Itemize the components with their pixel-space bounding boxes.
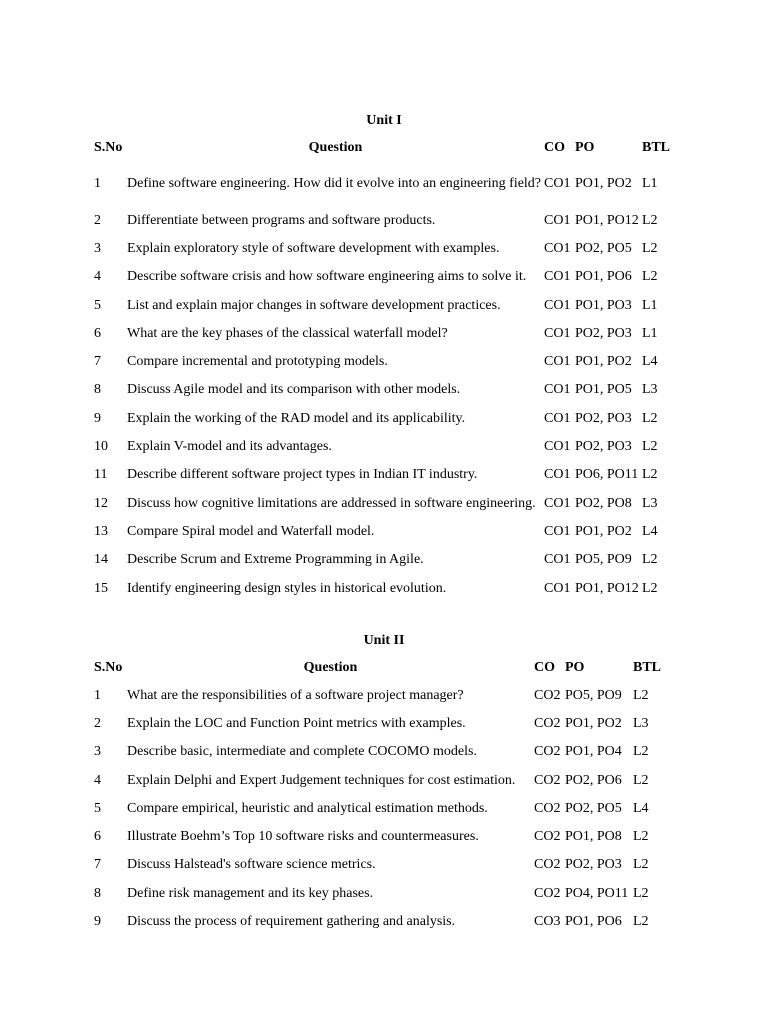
row-sno: 14	[94, 552, 108, 568]
row-btl: L3	[633, 715, 649, 731]
row-sno: 10	[94, 439, 108, 455]
table-row	[94, 432, 674, 460]
row-co: CO1	[544, 552, 571, 568]
row-sno: 4	[94, 772, 101, 788]
unit-title: Unit II	[363, 633, 405, 648]
table-row	[94, 738, 665, 766]
row-co: CO1	[544, 580, 571, 596]
table-header-row	[94, 134, 674, 161]
row-btl: L4	[642, 354, 658, 370]
row-co: CO1	[544, 212, 571, 228]
row-po: PO2, PO6	[565, 772, 622, 788]
row-co: CO1	[544, 325, 571, 341]
table-row	[94, 517, 674, 545]
row-question: Compare incremental and prototyping models.	[127, 354, 388, 370]
header-sno: S.No	[94, 660, 123, 675]
row-co: CO2	[534, 715, 561, 731]
question-table	[94, 134, 674, 602]
table-row	[94, 206, 674, 234]
row-btl: L4	[642, 523, 658, 539]
row-btl: L2	[642, 580, 658, 596]
header-co: CO	[534, 660, 555, 675]
table-row	[94, 319, 674, 347]
row-question: Compare empirical, heuristic and analytical estimation methods.	[127, 800, 488, 816]
row-po: PO5, PO9	[575, 552, 632, 568]
table-row	[94, 879, 665, 907]
row-co: CO2	[534, 744, 561, 760]
row-sno: 2	[94, 715, 101, 731]
row-co: CO2	[534, 772, 561, 788]
row-question: Explain exploratory style of software development with examples.	[127, 240, 500, 256]
row-po: PO2, PO5	[565, 800, 622, 816]
row-question: List and explain major changes in software development practices.	[127, 297, 501, 313]
table-row	[94, 907, 665, 935]
table-row	[94, 851, 665, 879]
table-row	[94, 291, 674, 319]
table-row	[94, 766, 665, 794]
row-po: PO2, PO5	[575, 240, 632, 256]
row-co: CO1	[544, 176, 571, 191]
row-co: CO2	[534, 829, 561, 845]
row-co: CO2	[534, 885, 561, 901]
row-po: PO2, PO3	[575, 325, 632, 341]
row-sno: 1	[94, 687, 101, 703]
row-co: CO2	[534, 857, 561, 873]
row-question: What are the key phases of the classical waterfall model?	[127, 325, 448, 341]
row-question: Explain the LOC and Function Point metrics with examples.	[127, 715, 466, 731]
row-co: CO1	[544, 354, 571, 370]
row-sno: 7	[94, 857, 101, 873]
row-sno: 12	[94, 495, 108, 511]
row-question: Describe different software project types in Indian IT industry.	[127, 467, 478, 483]
row-btl: L2	[642, 552, 658, 568]
row-question: Explain the working of the RAD model and its applicability.	[127, 410, 466, 426]
row-btl: L2	[642, 269, 658, 285]
row-po: PO1, PO2	[575, 176, 632, 191]
row-question: Discuss how cognitive limitations are addressed in software engineering.	[127, 495, 536, 511]
table-row	[94, 461, 674, 489]
row-btl: L2	[642, 410, 658, 426]
table-row	[94, 574, 674, 602]
row-co: CO2	[534, 800, 561, 816]
header-btl: BTL	[633, 660, 662, 675]
row-co: CO1	[544, 523, 571, 539]
row-btl: L2	[633, 857, 649, 873]
row-po: PO1, PO5	[575, 382, 632, 398]
row-btl: L3	[642, 495, 658, 511]
row-sno: 1	[94, 176, 101, 191]
row-po: PO1, PO8	[565, 829, 622, 845]
row-po: PO1, PO3	[575, 297, 632, 313]
table-row	[94, 489, 674, 517]
unit-title: Unit I	[366, 113, 402, 128]
row-btl: L1	[642, 297, 658, 313]
header-question: Question	[303, 660, 358, 675]
row-po: PO1, PO2	[575, 523, 632, 539]
row-btl: L2	[633, 687, 649, 703]
row-sno: 15	[94, 580, 108, 596]
row-po: PO2, PO3	[575, 439, 632, 455]
row-question: Identify engineering design styles in historical evolution.	[127, 580, 447, 596]
row-question: Explain V-model and its advantages.	[127, 439, 332, 455]
table-row	[94, 376, 674, 404]
row-btl: L2	[642, 467, 658, 483]
row-po: PO1, PO4	[565, 744, 622, 760]
row-po: PO1, PO6	[565, 914, 622, 930]
unit-1-section	[94, 112, 674, 602]
table-row	[94, 709, 665, 737]
header-co: CO	[544, 140, 565, 155]
row-sno: 13	[94, 523, 108, 539]
table-row	[94, 546, 674, 574]
table-row	[94, 404, 674, 432]
row-po: PO2, PO3	[565, 857, 622, 873]
row-sno: 5	[94, 297, 101, 313]
row-btl: L2	[633, 914, 649, 930]
row-sno: 3	[94, 240, 101, 256]
row-question: Discuss Agile model and its comparison with other models.	[127, 382, 461, 398]
row-btl: L2	[633, 772, 649, 788]
row-po: PO2, PO8	[575, 495, 632, 511]
row-question: Discuss the process of requirement gathering and analysis.	[127, 914, 456, 930]
table-row	[94, 794, 665, 822]
question-table	[94, 654, 665, 936]
row-sno: 7	[94, 354, 101, 370]
row-po: PO1, PO2	[575, 354, 632, 370]
row-btl: L3	[642, 382, 658, 398]
row-po: PO1, PO12	[575, 580, 639, 596]
row-co: CO2	[534, 687, 561, 703]
header-btl: BTL	[642, 140, 671, 155]
table-row	[94, 161, 674, 206]
row-question: Describe Scrum and Extreme Programming in Agile.	[127, 552, 424, 568]
row-question: Define software engineering. How did it evolve into an engineering field?	[127, 176, 542, 191]
row-btl: L2	[633, 829, 649, 845]
row-btl: L2	[642, 439, 658, 455]
row-btl: L2	[633, 885, 649, 901]
row-sno: 8	[94, 382, 101, 398]
table-row	[94, 263, 674, 291]
header-po: PO	[575, 140, 595, 155]
row-po: PO1, PO6	[575, 269, 632, 285]
table-row	[94, 681, 665, 709]
row-co: CO1	[544, 297, 571, 313]
row-question: What are the responsibilities of a software project manager?	[127, 687, 464, 703]
row-co: CO3	[534, 914, 561, 930]
row-co: CO1	[544, 382, 571, 398]
row-po: PO4, PO11	[565, 885, 629, 901]
table-row	[94, 347, 674, 375]
row-question: Describe basic, intermediate and complete COCOMO models.	[127, 744, 477, 760]
row-sno: 2	[94, 212, 101, 228]
row-sno: 11	[94, 467, 108, 483]
row-sno: 9	[94, 410, 101, 426]
row-sno: 6	[94, 829, 101, 845]
row-sno: 5	[94, 800, 101, 816]
row-btl: L2	[633, 744, 649, 760]
row-btl: L2	[642, 240, 658, 256]
row-co: CO1	[544, 467, 571, 483]
row-question: Discuss Halstead's software science metrics.	[127, 857, 376, 873]
row-co: CO1	[544, 240, 571, 256]
row-sno: 4	[94, 269, 101, 285]
row-sno: 8	[94, 885, 101, 901]
row-question: Illustrate Boehm’s Top 10 software risks and countermeasures.	[127, 829, 479, 845]
row-sno: 6	[94, 325, 101, 341]
row-po: PO5, PO9	[565, 687, 622, 703]
row-co: CO1	[544, 269, 571, 285]
row-question: Compare Spiral model and Waterfall model.	[127, 523, 375, 539]
row-co: CO1	[544, 410, 571, 426]
row-btl: L4	[633, 800, 649, 816]
header-question: Question	[308, 140, 363, 155]
row-co: CO1	[544, 495, 571, 511]
row-btl: L2	[642, 212, 658, 228]
row-po: PO1, PO2	[565, 715, 622, 731]
row-po: PO2, PO3	[575, 410, 632, 426]
table-header-row	[94, 654, 665, 681]
header-po: PO	[565, 660, 585, 675]
unit-2-section	[94, 632, 674, 936]
row-po: PO6, PO11	[575, 467, 639, 483]
row-sno: 3	[94, 744, 101, 760]
row-question: Explain Delphi and Expert Judgement techniques for cost estimation.	[127, 772, 516, 788]
row-sno: 9	[94, 914, 101, 930]
row-po: PO1, PO12	[575, 212, 639, 228]
row-btl: L1	[642, 176, 658, 191]
row-co: CO1	[544, 439, 571, 455]
table-row	[94, 822, 665, 850]
header-sno: S.No	[94, 140, 123, 155]
table-row	[94, 234, 674, 262]
row-question: Differentiate between programs and software products.	[127, 212, 436, 228]
row-question: Describe software crisis and how software engineering aims to solve it.	[127, 269, 527, 285]
row-question: Define risk management and its key phases.	[127, 885, 374, 901]
row-btl: L1	[642, 325, 658, 341]
